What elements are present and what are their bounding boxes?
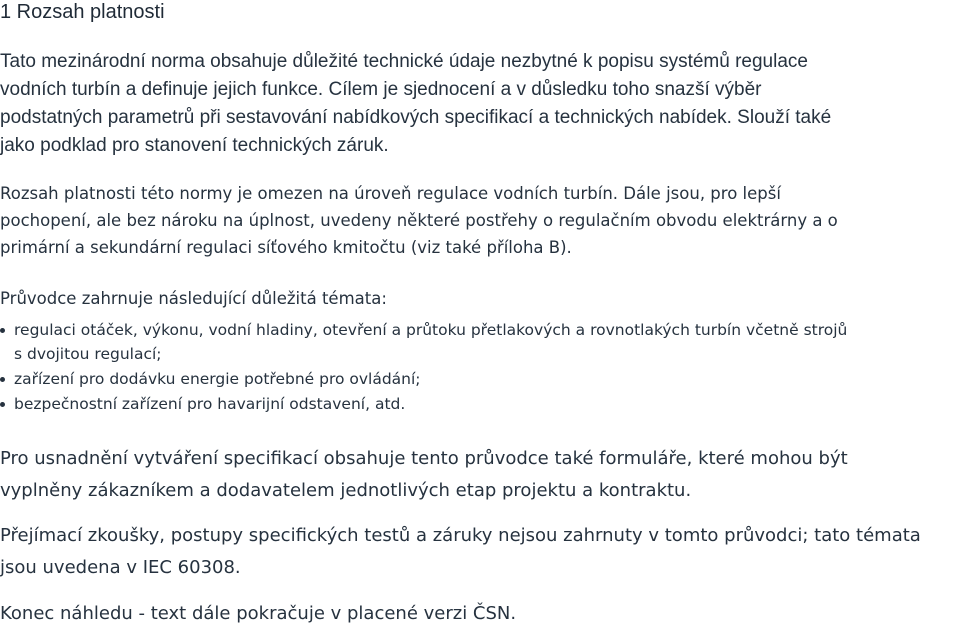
paragraph-line: Tato mezinárodní norma obsahuje důležité technické údaje nezbytné k popisu systémů regulace bbox=[0, 51, 808, 72]
paragraph-line: Průvodce zahrnuje následující důležitá témata: bbox=[0, 289, 387, 308]
paragraph-preview-end bbox=[0, 598, 955, 630]
bullet-icon bbox=[0, 402, 5, 407]
paragraph-topics-intro bbox=[0, 285, 955, 312]
paragraph-line: Pro usnadnění vytváření specifikací obsahuje tento průvodce také formuláře, které mohou být bbox=[0, 448, 848, 469]
paragraph-line: pochopení, ale bez nároku na úplnost, uvedeny některé postřehy o regulačním obvodu elektrárny a o bbox=[0, 211, 838, 230]
list-item-line: zařízení pro dodávku energie potřebné pro ovládání; bbox=[14, 370, 421, 388]
paragraph-scope-intro bbox=[0, 48, 950, 160]
bullet-icon bbox=[0, 377, 5, 382]
list-item-line: s dvojitou regulací; bbox=[14, 345, 162, 363]
paragraph-line: podstatných parametrů při sestavování nabídkových specifikací a technických nabídek. Slouží také bbox=[0, 107, 832, 128]
paragraph-line: Přejímací zkoušky, postupy specifických testů a záruky nejsou zahrnuty v tomto průvodci; tato témata bbox=[0, 525, 921, 546]
paragraph-scope-limits bbox=[0, 180, 955, 261]
topics-list bbox=[0, 318, 955, 417]
list-item-line: bezpečnostní zařízení pro havarijní odstavení, atd. bbox=[14, 395, 406, 413]
paragraph-acceptance-tests bbox=[0, 520, 955, 584]
paragraph-line: jsou uvedena v IEC 60308. bbox=[0, 557, 241, 578]
paragraph-forms bbox=[0, 443, 955, 507]
list-item bbox=[0, 392, 955, 416]
list-item-line: regulaci otáček, výkonu, vodní hladiny, otevření a průtoku přetlakových a rovnotlakých turbín včetně strojů bbox=[14, 321, 848, 339]
paragraph-line: jako podklad pro stanovení technických záruk. bbox=[0, 135, 389, 156]
paragraph-line: Rozsah platnosti této normy je omezen na úroveň regulace vodních turbín. Dále jsou, pro lepší bbox=[0, 184, 781, 203]
paragraph-line: primární a sekundární regulaci síťového kmitočtu (viz také příloha B). bbox=[0, 238, 572, 257]
paragraph-line: vyplněny zákazníkem a dodavatelem jednotlivých etap projektu a kontraktu. bbox=[0, 480, 692, 501]
list-item bbox=[0, 318, 955, 366]
list-item bbox=[0, 367, 955, 391]
paragraph-line: Konec náhledu - text dále pokračuje v placené verzi ČSN. bbox=[0, 603, 517, 624]
bullet-icon bbox=[0, 328, 5, 333]
paragraph-line: vodních turbín a definuje jejich funkce. Cílem je sjednocení a v důsledku toho snazší výběr bbox=[0, 79, 762, 100]
section-heading: 1 Rozsah platnosti bbox=[0, 1, 165, 23]
